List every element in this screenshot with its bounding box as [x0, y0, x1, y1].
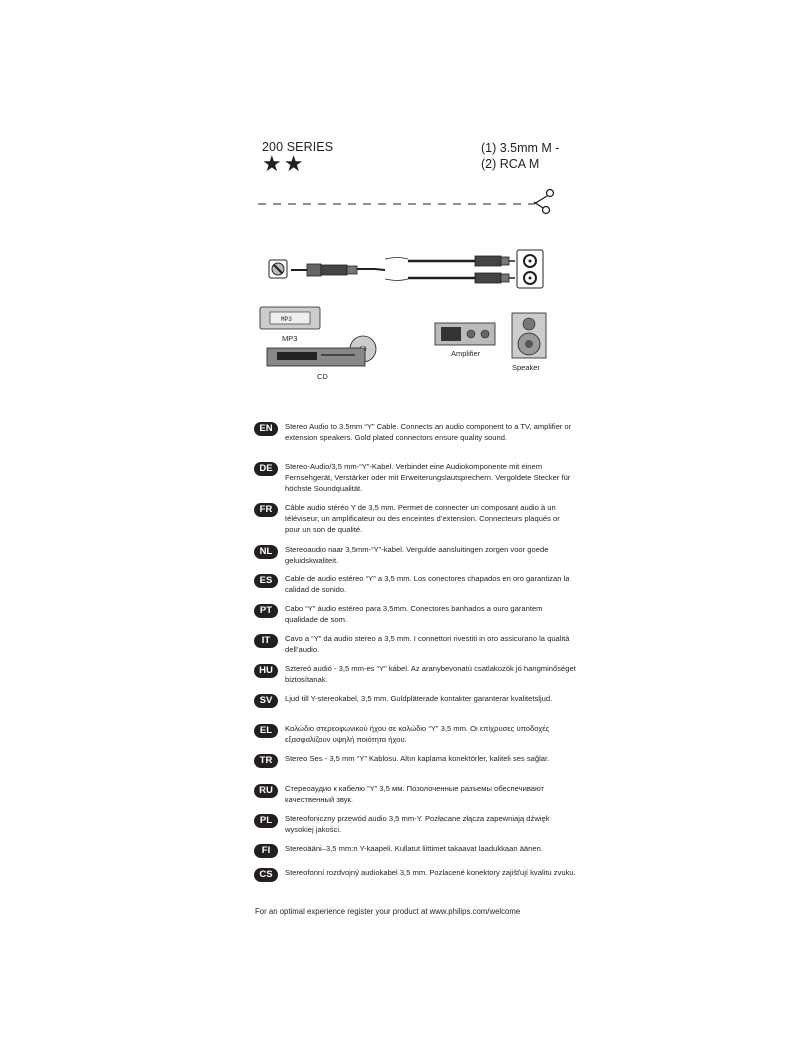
- language-item-fi: [254, 843, 577, 858]
- jack-plug-icon: [291, 264, 357, 276]
- language-code-badge: SV: [254, 694, 278, 708]
- language-code-badge: NL: [254, 545, 278, 559]
- language-description: Stereo Ses - 3,5 mm “Y” Kablosu. Altın kaplama konektörler, kaliteli ses sağlar.: [285, 754, 550, 763]
- spec-line-1: (1) 3.5mm M -: [481, 141, 560, 155]
- speaker-label: Speaker: [512, 363, 540, 372]
- rating-stars: ★★: [262, 151, 306, 176]
- language-code-badge: HU: [254, 664, 278, 678]
- language-description: Stereoaudio naar 3,5mm-“Y”-kabel. Vergulde aansluitingen zorgen voor goede geluidskwaliteit.: [285, 545, 549, 565]
- language-item-es: [254, 573, 577, 595]
- language-item-pt: [254, 603, 577, 625]
- language-code-badge: IT: [254, 634, 278, 648]
- series-title: 200 SERIES: [262, 140, 334, 154]
- language-item-cs: [254, 867, 577, 882]
- language-description: Stereo-Audio/3,5 mm-“Y”-Kabel. Verbindet eine Audiokomponente mit einem Fernsehgerät, Verstärker oder mit Erweiterungslautsprechern. Vergoldete Stecker für höchste Soundqualität.: [285, 462, 571, 493]
- language-code-badge: ES: [254, 574, 278, 588]
- amplifier-label: Amplifier: [451, 349, 481, 358]
- language-item-tr: [254, 753, 577, 768]
- language-description: Стереоаудио к кабелю “Y” 3,5 мм. Позолоченные разъемы обеспечивают качественный звук.: [285, 784, 545, 804]
- language-item-nl: [254, 544, 577, 566]
- language-code-badge: EN: [254, 422, 278, 436]
- language-item-fr: [254, 502, 577, 535]
- registration-footer: For an optimal experience register your product at www.philips.com/welcome: [255, 907, 521, 916]
- language-item-it: [254, 633, 577, 655]
- language-description: Câble audio stéréo Y de 3,5 mm. Permet de connecter un composant audio à un téléviseur, un amplificateur ou des enceintes d’extension. Connecteurs plaqués or pour un son de qualité.: [285, 503, 560, 534]
- spec-line-2: (2) RCA M: [481, 157, 540, 171]
- language-description: Sztereó audió - 3,5 mm-es “Y” kábel. Az aranybevonatú csatlakozók jó hangminőséget biztosítanak.: [285, 664, 576, 684]
- language-description: Cabo “Y” áudio estéreo para 3,5mm. Conectores banhados a ouro garantem qualidade de som.: [285, 604, 543, 624]
- language-code-badge: CS: [254, 868, 278, 882]
- mp3-screen: MP3: [281, 316, 292, 323]
- language-description: Stereoääni–3,5 mm:n Y-kaapeli. Kullatut liittimet takaavat laadukkaan äänen.: [285, 844, 543, 853]
- language-code-badge: FR: [254, 503, 278, 517]
- language-description: Stereofonní rozdvojný audiokabel 3,5 mm. Pozlacené konektory zajišťují kvalitu zvuku.: [285, 868, 576, 877]
- language-description: Καλώδιο στερεοφωνικού ήχου σε καλώδιο “Y” 3,5 mm. Οι επίχρυσες υποδοχές εξασφαλίζουν υψηλή ποιότητα ήχου.: [285, 724, 550, 744]
- language-item-hu: [254, 663, 577, 685]
- language-item-el: [254, 723, 577, 745]
- rca-plug-icon: [475, 256, 515, 266]
- rca-plug-icon: [475, 273, 515, 283]
- connector-spec: [481, 140, 559, 172]
- language-code-badge: PT: [254, 604, 278, 618]
- language-code-badge: TR: [254, 754, 278, 768]
- language-description: Ljud till Y-stereokabel, 3,5 mm. Guldpläterade kontakter garanterar kvalitetsljud.: [285, 694, 553, 703]
- language-code-badge: PL: [254, 814, 278, 828]
- rca-socket-icon: [517, 250, 543, 288]
- language-description: Cable de audio estéreo “Y” a 3,5 mm. Los conectores chapados en oro garantizan la calidad de sonido.: [285, 574, 570, 594]
- language-code-badge: FI: [254, 844, 278, 858]
- language-description: Stereo Audio to 3.5mm “Y” Cable. Connects an audio component to a TV, amplifier or extension speakers. Gold plated connectors ensure quality sound.: [285, 422, 572, 442]
- scissors-icon: [534, 190, 554, 214]
- jack-socket-icon: [269, 260, 287, 278]
- mp3-label: MP3: [282, 334, 298, 343]
- language-description: Stereofoniczny przewód audio 3,5 mm-Y. Pozłacane złącza zapewniają dźwięk wysokiej jakości.: [285, 814, 550, 834]
- language-item-pl: [254, 813, 577, 835]
- language-code-badge: EL: [254, 724, 278, 738]
- language-item-en: [254, 421, 577, 443]
- language-item-de: [254, 461, 577, 494]
- connection-diagram: [255, 245, 555, 385]
- language-item-sv: [254, 693, 577, 708]
- cd-label: CD: [317, 372, 328, 381]
- language-description: Cavo a “Y” da audio stereo a 3,5 mm. I connettori rivestiti in oro assicurano la qualità dell’audio.: [285, 634, 570, 654]
- cut-line: [258, 185, 558, 215]
- amplifier-icon: [435, 323, 495, 345]
- language-code-badge: DE: [254, 462, 278, 476]
- language-code-badge: RU: [254, 784, 278, 798]
- speaker-icon: [512, 313, 546, 358]
- language-item-ru: [254, 783, 577, 805]
